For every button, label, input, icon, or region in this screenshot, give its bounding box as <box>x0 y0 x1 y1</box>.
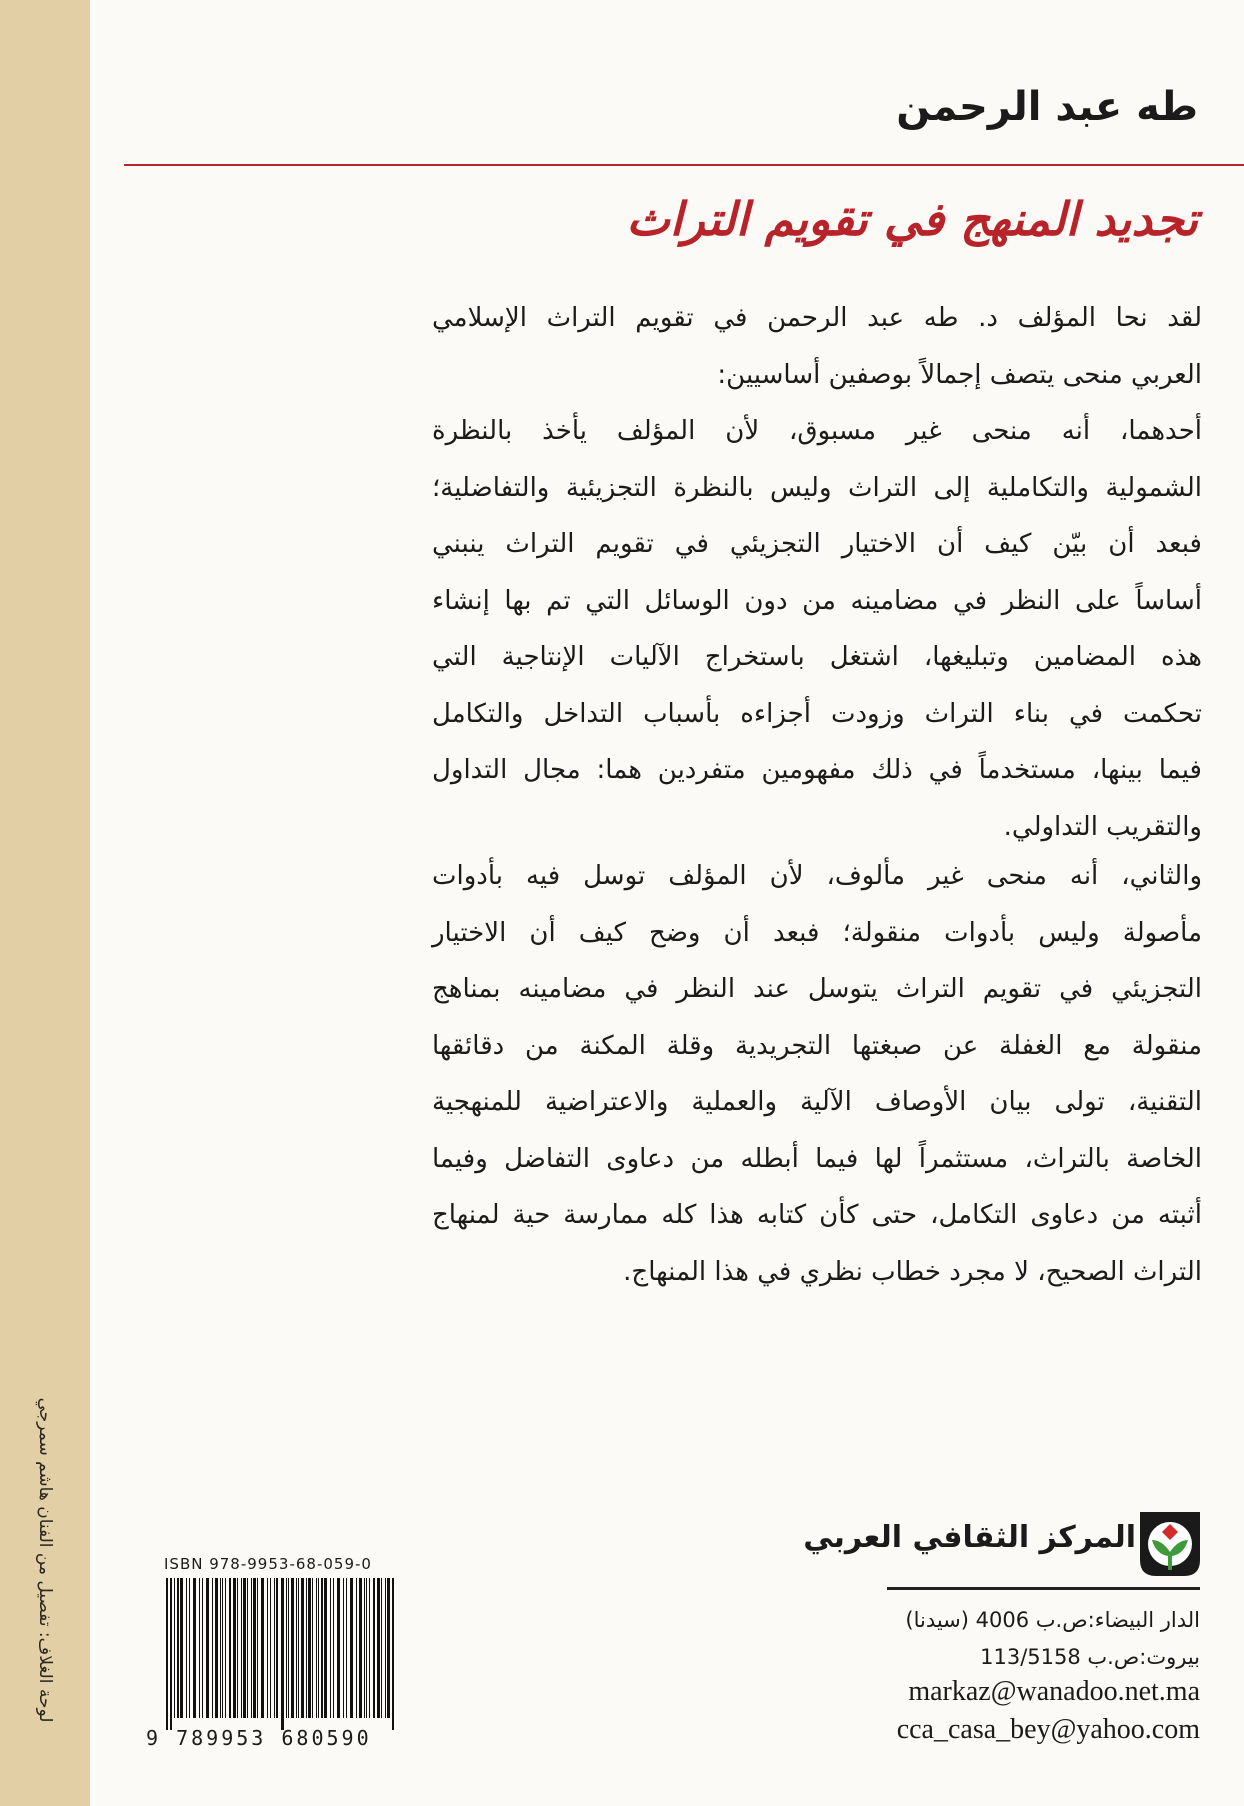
barcode-bar <box>312 1578 313 1718</box>
barcode-bar <box>281 1578 284 1730</box>
barcode-bar <box>257 1578 258 1718</box>
barcode-bar <box>318 1578 319 1718</box>
barcode-bar <box>222 1578 223 1718</box>
barcode-bar <box>343 1578 344 1718</box>
barcode-bar <box>381 1578 382 1718</box>
barcode-bar <box>237 1578 238 1718</box>
barcode-bar <box>202 1578 203 1718</box>
barcode-bar <box>316 1578 317 1718</box>
barcode-bar <box>276 1578 278 1718</box>
barcode-bar <box>330 1578 331 1718</box>
barcode-bar <box>180 1578 183 1718</box>
header-divider <box>124 164 1244 166</box>
barcode-bar <box>356 1578 357 1718</box>
barcode-bar <box>274 1578 275 1718</box>
barcode-bar <box>308 1578 311 1718</box>
address-casablanca: الدار البيضاء:ص.ب 4006 (سيدنا) <box>905 1608 1200 1632</box>
barcode-bar <box>387 1578 390 1718</box>
barcode-bar <box>286 1578 287 1718</box>
barcode-bar <box>306 1578 307 1718</box>
barcode-bar <box>225 1578 226 1718</box>
barcode-bar <box>346 1578 347 1718</box>
barcode-bar <box>251 1578 252 1718</box>
barcode-bar <box>170 1578 172 1730</box>
barcode-bar <box>350 1578 353 1718</box>
barcode-bar <box>189 1578 190 1718</box>
blurb-paragraph-2 <box>432 848 1202 1300</box>
barcode-bar <box>333 1578 334 1718</box>
barcode-bar <box>174 1578 175 1718</box>
blurb-line: الخاصة بالتراث، مستثمراً لها فيما أبطله من دعاوى التفاضل وفيما <box>432 1143 1202 1174</box>
barcode-bar <box>288 1578 289 1718</box>
barcode-bar <box>220 1578 221 1718</box>
blurb-line: فيما بينها، مستخدماً في ذلك مفهومين متفردين هما: مجال التداول <box>432 755 1202 785</box>
book-title: تجديد المنهج في تقويم التراث <box>626 192 1198 246</box>
barcode-bar <box>166 1578 168 1730</box>
barcode-bar <box>298 1578 299 1718</box>
publisher-name: المركز الثقافي العربي <box>803 1520 1136 1555</box>
barcode-bar <box>359 1578 362 1718</box>
cover-art-credit: لوحة الغلاف: تفصيل من الفنان هاشم سمرجي <box>35 1397 55 1723</box>
blurb-line: العربي منحى يتصف إجمالاً بوصفين أساسيين: <box>717 359 1202 390</box>
blurb-line: التجزيئي في تقويم التراث يتوسل عند النظر في مضامينه بمناهج <box>432 974 1202 1004</box>
barcode-bar <box>253 1578 256 1718</box>
barcode-bar <box>296 1578 297 1718</box>
barcode-bar <box>373 1578 375 1718</box>
author-name: طه عبد الرحمن <box>896 84 1198 130</box>
barcode-bar <box>206 1578 209 1718</box>
blurb-line: تحكمت في بناء التراث وزودت أجزاءه بأسباب التداخل والتكامل <box>432 698 1202 729</box>
blurb-paragraph-1 <box>432 290 1202 855</box>
barcode-digits: 9 789953 680590 <box>146 1726 372 1750</box>
blurb-line: منقولة مع الغفلة عن صبغتها التجريدية وقلة المكنة من دقائقها <box>432 1030 1202 1061</box>
blurb-line: التقنية، تولى بيان الأوصاف الآلية والعملية والاعتراضية للمنهجية <box>432 1087 1202 1117</box>
blurb-line: أثبته من دعاوى التكامل، حتى كأن كتابه هذا كله ممارسة حية لمنهاج <box>432 1200 1202 1230</box>
barcode-bar <box>177 1578 179 1718</box>
blurb-line: أساساً على النظر في مضامينه من دون الوسائل التي تم بها إنشاء <box>432 585 1202 616</box>
barcode-bar <box>261 1578 264 1718</box>
barcode-bar <box>233 1578 236 1718</box>
barcode-bar <box>241 1578 242 1718</box>
barcode-bar <box>243 1578 246 1718</box>
barcode-bar <box>270 1578 271 1718</box>
barcode-bar <box>291 1578 294 1718</box>
publisher-divider <box>887 1587 1200 1590</box>
barcode-bar <box>385 1578 386 1718</box>
barcode-bar <box>212 1578 213 1718</box>
blurb-line: مأصولة وليس بأدوات منقولة؛ فبعد أن وضح كيف أن الاختيار <box>432 917 1202 948</box>
barcode-bar <box>215 1578 218 1718</box>
barcode-bar <box>193 1578 196 1718</box>
barcode <box>164 1578 398 1730</box>
blurb-line: فبعد أن بيّن كيف أن الاختيار التجزيئي في تقويم التراث ينبني <box>432 529 1202 559</box>
isbn-label: ISBN 978-9953-68-059-0 <box>164 1555 372 1573</box>
blurb-line: التراث الصحيح، لا مجرد خطاب نظري في هذا المنهاج. <box>623 1256 1202 1287</box>
blurb-line: أحدهما، أنه منحى غير مسبوق، لأن المؤلف يأخذ بالنظرة <box>432 416 1202 446</box>
barcode-bar <box>366 1578 367 1718</box>
blurb-line: الشمولية والتكاملية إلى التراث وليس بالنظرة التجزيئية والتفاضلية؛ <box>432 472 1202 503</box>
blurb-line: والتقريب التداولي. <box>1003 811 1202 842</box>
barcode-bar <box>324 1578 327 1718</box>
blurb-line: لقد نحا المؤلف د. طه عبد الرحمن في تقويم التراث الإسلامي <box>432 303 1202 333</box>
publisher-email-1: markaz@wanadoo.net.ma <box>908 1676 1200 1707</box>
barcode-bar <box>364 1578 365 1718</box>
barcode-bar <box>199 1578 200 1718</box>
barcode-bar <box>267 1578 268 1718</box>
publisher-logo-icon <box>1138 1510 1202 1578</box>
barcode-bar <box>369 1578 370 1718</box>
blurb-line: هذه المضامين وتبليغها، اشتغل باستخراج الآليات الإنتاجية التي <box>432 642 1202 672</box>
barcode-bar <box>337 1578 340 1718</box>
barcode-bar <box>321 1578 323 1718</box>
barcode-bar <box>247 1578 248 1718</box>
publisher-email-2: cca_casa_bey@yahoo.com <box>896 1714 1200 1745</box>
barcode-bar <box>377 1578 380 1718</box>
address-beirut: بيروت:ص.ب 113/5158 <box>980 1645 1200 1669</box>
blurb-line: والثاني، أنه منحى غير مألوف، لأن المؤلف توسل فيه بأدوات <box>432 861 1202 891</box>
barcode-bar <box>229 1578 231 1718</box>
barcode-bar <box>392 1578 394 1730</box>
barcode-bar <box>186 1578 187 1718</box>
barcode-bar <box>301 1578 304 1718</box>
